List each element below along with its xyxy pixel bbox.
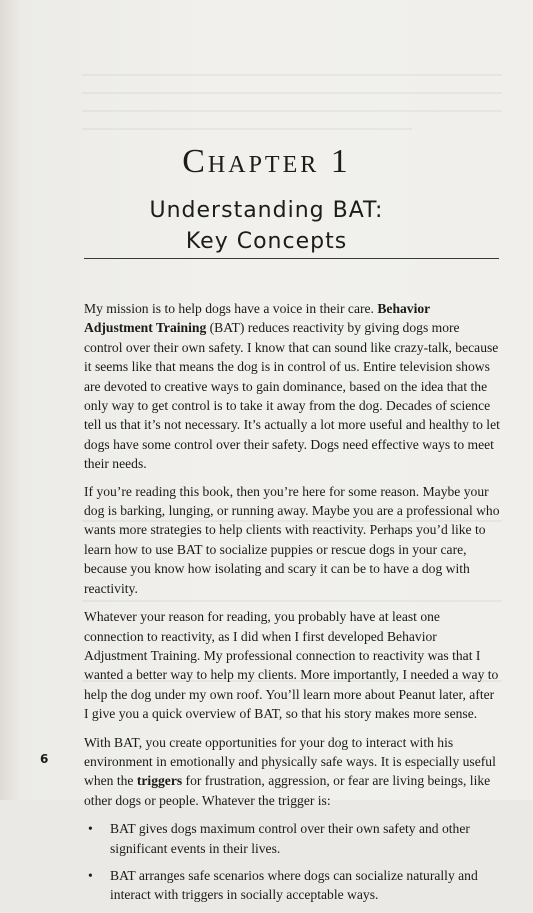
paragraph [84, 733, 500, 811]
paragraph-text: My mission is to help dogs have a voice in their care. [84, 301, 378, 316]
paragraph: If you’re reading this book, then you’re here for some reason. Maybe your dog is barking, lunging, or running away. Maybe you are a professional who wants more strategies to help clients with reactivity. Perhaps you’d like to learn how to use BAT to socialize puppies or rescue dogs in your care, because you know how isolating and scary it can be to have a dog with reactivity. [84, 483, 500, 596]
paragraph-text: With BAT, you create opportunities for your dog to interact with his environment in emotionally and physically safe ways. It is especially useful when the [84, 734, 496, 789]
bullet-icon: • [88, 821, 93, 837]
body-text [84, 299, 500, 913]
chapter-title-line-1: Understanding BAT: [149, 198, 384, 223]
chapter-title-line-2: Key Concepts [185, 229, 348, 254]
show-through-line [82, 92, 502, 94]
list-item [88, 866, 500, 905]
paragraph [84, 299, 500, 474]
show-through-line [82, 74, 502, 76]
show-through-line [82, 128, 412, 130]
key-term: Behavior Adjustment Training [84, 301, 430, 336]
paragraph: Whatever your reason for reading, you probably have at least one connection to reactivity, as I did when I first developed Behavior Adjustment Training. My professional connection to reactivity was that I wanted a better way to help my clients. More importantly, I needed a way to help the dog under my own roof. You’ll learn more about Peanut later, after I give you a quick overview of BAT, so that his story makes more sense. [84, 609, 499, 722]
title-rule [84, 258, 499, 259]
list-item-text: BAT arranges safe scenarios where dogs can socialize naturally and interact with triggers in socially acceptable ways. [110, 867, 478, 903]
chapter-title [0, 195, 533, 257]
bullet-list [84, 819, 500, 905]
key-term: triggers [136, 773, 183, 789]
list-item [88, 819, 500, 858]
show-through-line [82, 110, 502, 112]
page-number: 6 [40, 752, 49, 766]
bullet-icon: • [88, 867, 93, 883]
paragraph-text: (BAT) reduces reactivity by giving dogs more control over their own safety. I know that can sound like crazy-talk, because it seems like that means the dog is in control of us. Entire television shows are devoted to creative ways to gain dominance, based on the idea that the only way to get control is to take it away from the dog. Decades of science tell us that it’s not necessary. It’s actually a lot more useful and healthy to let dogs have some control over their safety. Dogs need effective ways to meet their needs. [84, 320, 500, 472]
paragraph-text: for frustration, aggression, or fear are living beings, like other dogs or people. Whatever the trigger is: [84, 773, 491, 808]
list-item-text: BAT gives dogs maximum control over their own safety and other significant events in their lives. [110, 821, 470, 856]
chapter-number: Chapter 1 [182, 143, 351, 180]
